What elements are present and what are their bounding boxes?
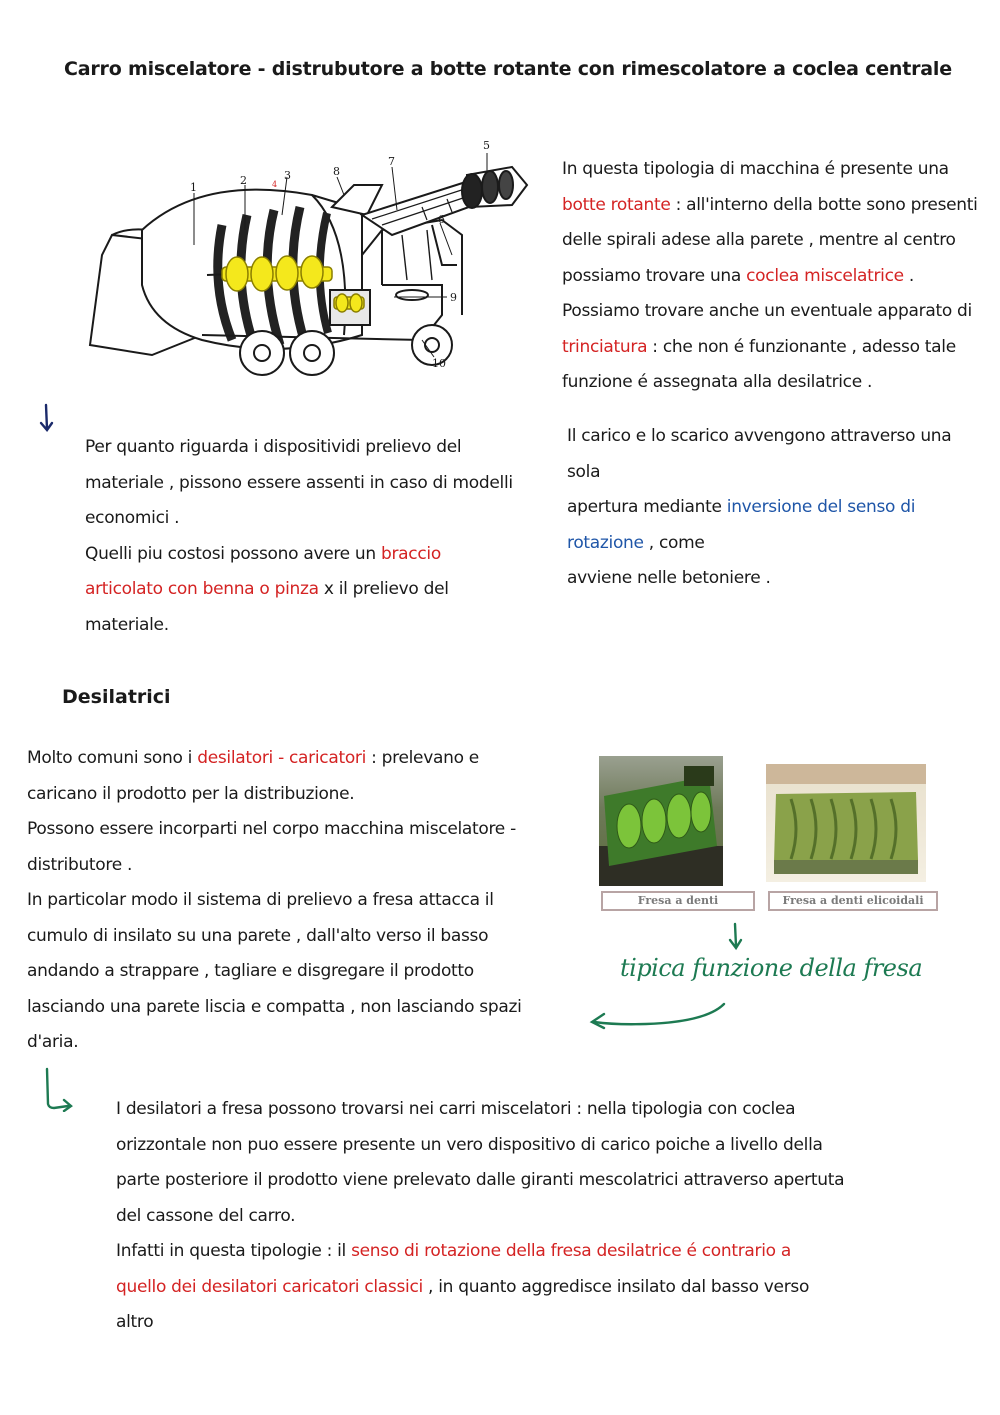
diagram-label-2: 2 xyxy=(240,174,247,187)
text-span: Possono essere incorparti nel corpo macchina miscelatore - xyxy=(27,819,516,839)
text-span: altro xyxy=(116,1312,154,1332)
text-span: delle spirali adese alla parete , mentre al centro xyxy=(562,230,956,250)
text-line xyxy=(116,1199,856,1235)
highlight-text: senso di rotazione della fresa desilatrice é contrario a xyxy=(351,1241,791,1261)
caption-fresa-a-denti-elicoidali: Fresa a denti elicoidali xyxy=(768,891,938,911)
text-span: andando a strappare , tagliare e disgregare il prodotto xyxy=(27,961,474,981)
green-corner-arrow-icon xyxy=(40,1066,80,1112)
text-line xyxy=(27,919,547,955)
text-line xyxy=(27,812,547,848)
loading-description xyxy=(567,419,987,597)
text-span: distributore . xyxy=(27,854,133,875)
text-span: economici . xyxy=(85,508,180,528)
text-line xyxy=(562,294,982,330)
text-span: , in quanto aggredisce insilato dal basso verso xyxy=(422,1276,810,1297)
highlight-text: botte rotante xyxy=(562,194,671,215)
text-line xyxy=(562,223,982,259)
text-span: : all'interno della botte sono presenti xyxy=(670,194,978,215)
mixer-wagon-diagram xyxy=(82,135,542,385)
green-down-arrow-icon xyxy=(726,922,746,952)
text-line xyxy=(27,883,547,919)
text-line xyxy=(85,572,525,608)
text-line xyxy=(85,466,525,502)
highlight-text: articolato con benna o pinza xyxy=(85,579,319,599)
text-span: cumulo di insilato su una parete , dall'alto verso il basso xyxy=(27,925,489,946)
text-span: : prelevano e xyxy=(366,748,479,768)
text-line xyxy=(562,152,982,188)
text-line xyxy=(562,259,982,295)
text-span: I desilatori a fresa possono trovarsi nei carri miscelatori : nella tipologia con coclea xyxy=(116,1099,796,1119)
text-line xyxy=(27,954,547,990)
text-line xyxy=(116,1128,856,1164)
text-line xyxy=(567,561,987,597)
text-span: funzione é assegnata alla desilatrice . xyxy=(562,372,873,392)
diagram-label-5: 5 xyxy=(483,139,490,152)
text-line xyxy=(116,1305,856,1341)
text-span: x il prelievo del xyxy=(318,579,449,599)
text-span: , come xyxy=(643,532,705,553)
text-span: : che non é funzionante , adesso tale xyxy=(647,336,956,357)
text-line xyxy=(567,526,987,562)
caption-fresa-a-denti: Fresa a denti xyxy=(601,891,755,911)
highlight-text: quello dei desilatori caricatori classici xyxy=(116,1276,423,1297)
text-span: orizzontale non puo essere presente un vero dispositivo di carico poiche a livello della xyxy=(116,1134,823,1155)
text-line xyxy=(562,330,982,366)
text-span: d'aria. xyxy=(27,1032,79,1052)
text-span: Infatti in questa tipologie : il xyxy=(116,1241,352,1261)
text-span: caricano il prodotto per la distribuzione. xyxy=(27,783,355,804)
desilatrici-description xyxy=(27,741,547,1061)
diagram-label-1: 1 xyxy=(190,181,197,194)
green-left-arrow-icon xyxy=(586,1000,731,1034)
text-line xyxy=(85,537,525,573)
highlight-text: trinciatura xyxy=(562,336,648,357)
text-span: del cassone del carro. xyxy=(116,1205,296,1226)
text-line xyxy=(85,501,525,537)
text-line xyxy=(116,1163,856,1199)
text-line xyxy=(27,1025,547,1061)
text-line xyxy=(116,1270,856,1306)
photo-fresa-a-denti-elicoidali xyxy=(766,764,926,882)
diagram-label-7: 7 xyxy=(388,155,395,168)
text-span: Possiamo trovare anche un eventuale apparato di xyxy=(562,301,972,321)
text-line xyxy=(27,777,547,813)
diagram-label-4: 4 xyxy=(272,180,278,189)
text-span: avviene nelle betoniere . xyxy=(567,568,771,588)
text-line xyxy=(85,430,525,466)
text-line xyxy=(116,1234,856,1270)
text-line xyxy=(85,608,525,644)
text-span: Il carico e lo scarico avvengono attraverso una xyxy=(567,426,952,446)
text-span: Molto comuni sono i xyxy=(27,748,198,768)
highlight-text: braccio xyxy=(381,543,441,564)
highlight-text: desilatori - caricatori xyxy=(197,748,367,768)
text-span: possiamo trovare una xyxy=(562,265,747,286)
section-heading: Desilatrici xyxy=(62,686,171,708)
text-span: Quelli piu costosi possono avere un xyxy=(85,543,381,564)
text-span: In particolar modo il sistema di prelievo a fresa attacca il xyxy=(27,890,494,910)
text-span: apertura mediante xyxy=(567,497,727,517)
text-span: parte posteriore il prodotto viene prelevato dalle giranti mescolatrici attraverso apertuta xyxy=(116,1170,845,1190)
highlight-text: rotazione xyxy=(567,532,644,553)
highlight-text: coclea miscelatrice xyxy=(746,265,904,286)
page-title: Carro miscelatore - distrubutore a botte rotante con rimescolatore a coclea centrale xyxy=(64,58,952,80)
text-line xyxy=(567,455,987,491)
diagram-label-9: 9 xyxy=(450,291,457,304)
fresa-desilatori-description xyxy=(116,1092,856,1341)
handwritten-note: tipica funzione della fresa xyxy=(620,954,923,982)
text-line xyxy=(116,1092,856,1128)
down-arrow-icon xyxy=(38,403,56,433)
text-line xyxy=(562,365,982,401)
diagram-label-8: 8 xyxy=(333,165,340,178)
photo-fresa-a-denti xyxy=(599,756,723,886)
text-span: lasciando una parete liscia e compatta , non lasciando spazi xyxy=(27,996,522,1017)
text-span: materiale , pissono essere assenti in caso di modelli xyxy=(85,472,513,493)
drum-description xyxy=(562,152,982,401)
text-line xyxy=(567,490,987,526)
text-line xyxy=(27,990,547,1026)
diagram-label-10: 10 xyxy=(432,357,446,370)
diagram-label-6: 6 xyxy=(438,213,445,226)
text-span: In questa tipologia di macchina é presente una xyxy=(562,159,949,179)
text-span: materiale. xyxy=(85,614,169,635)
text-span: Per quanto riguarda i dispositividi prelievo del xyxy=(85,437,462,457)
diagram-label-3: 3 xyxy=(284,169,291,182)
highlight-text: inversione del senso di xyxy=(726,497,916,517)
text-line xyxy=(27,741,547,777)
text-line xyxy=(27,848,547,884)
text-line xyxy=(567,419,987,455)
text-line xyxy=(562,188,982,224)
pickup-devices-description xyxy=(85,430,525,643)
text-span: . xyxy=(903,265,915,286)
text-span: sola xyxy=(567,461,601,482)
